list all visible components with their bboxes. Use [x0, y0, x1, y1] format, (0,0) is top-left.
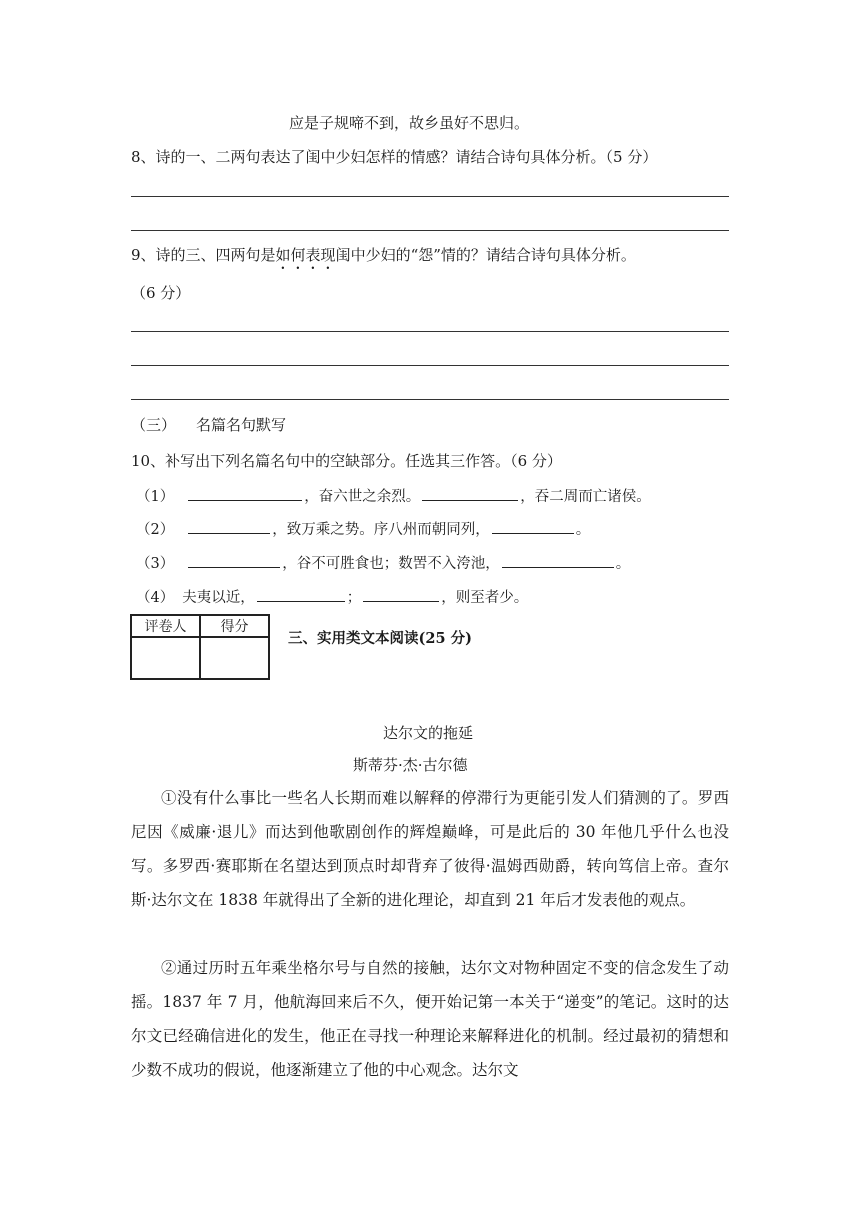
- answer-line: [131, 331, 729, 332]
- blank[interactable]: [363, 587, 439, 602]
- part-heading: 三、实用类文本阅读(25 分): [288, 630, 472, 647]
- article-author: 斯蒂芬·杰·古尔德: [353, 756, 468, 774]
- blank[interactable]: [257, 587, 345, 602]
- answer-line: [131, 230, 729, 231]
- item-text: ，则至者少。: [441, 590, 529, 606]
- item-text: 。: [615, 556, 631, 572]
- section-heading: [131, 414, 286, 435]
- blank[interactable]: [502, 553, 614, 568]
- paragraph-1: ①没有什么事比一些名人长期而难以解释的停滞行为更能引发人们猜测的了。罗西尼因《威廉·退儿》而达到他歌剧创作的辉煌巅峰，可是此后的 30 年他几乎什么也没写。多罗西·赛耶斯在名望达到顶点时却背弃了彼得·温姆西勋爵，转向笃信上帝。查尔斯·达尔文在 1838 年就得出了全新的进化理论，却直到 21 年后才发表他的观点。: [131, 789, 729, 909]
- question-10: 10、补写出下列名篇名句中的空缺部分。任选其三作答。（6 分）: [131, 452, 562, 470]
- answer-line: [131, 365, 729, 366]
- fill-item-4: [136, 586, 528, 607]
- question-8: 8、诗的一、二两句表达了闺中少妇怎样的情感？请结合诗句具体分析。（5 分）: [131, 148, 658, 166]
- fill-item-3: [136, 552, 630, 573]
- blank[interactable]: [188, 553, 280, 568]
- item-number: （4）: [136, 590, 175, 606]
- item-number: （3）: [136, 556, 175, 572]
- article-title: 达尔文的拖延: [383, 724, 474, 742]
- blank[interactable]: [422, 486, 518, 501]
- blank[interactable]: [188, 486, 302, 501]
- score-header: 得分: [200, 615, 269, 637]
- answer-line: [131, 196, 729, 197]
- poem-line: 应是子规啼不到，故乡虽好不思归。: [289, 114, 530, 132]
- item-text: ，致万乘之势。序八州而朝同列，: [272, 522, 490, 538]
- question-9-text-2: 闺中少妇的“怨”情的？请结合诗句具体分析。: [335, 246, 636, 264]
- item-text: 夫夷以近，: [182, 590, 255, 606]
- grader-cell: [131, 637, 200, 679]
- section-title: 名篇名句默写: [196, 416, 287, 434]
- item-number: （2）: [136, 522, 175, 538]
- emphasis-text: 如何表现: [275, 246, 336, 264]
- section-number: （三）: [131, 416, 177, 434]
- question-9-text: 9、诗的三、四两句是: [131, 246, 276, 264]
- item-text: ；: [346, 590, 362, 606]
- fill-item-2: [136, 518, 590, 539]
- score-table: [130, 614, 270, 680]
- grader-header: 评卷人: [131, 615, 200, 637]
- item-text: ，奋六世之余烈。: [304, 489, 421, 505]
- answer-line: [131, 399, 729, 400]
- score-cell: [200, 637, 269, 679]
- blank[interactable]: [492, 519, 574, 534]
- question-9: [131, 244, 636, 273]
- item-text: 。: [575, 522, 591, 538]
- item-number: （1）: [136, 489, 175, 505]
- item-text: ，谷不可胜食也；数罟不入洿池，: [282, 556, 500, 572]
- blank[interactable]: [188, 519, 270, 534]
- question-9-score: （6 分）: [131, 284, 191, 302]
- paragraph-2: ②通过历时五年乘坐格尔号与自然的接触，达尔文对物种固定不变的信念发生了动摇。1837 年 7 月，他航海回来后不久，便开始记第一本关于“递变”的笔记。这时的达尔文已经确信进化的发生，他正在寻找一种理论来解释进化的机制。经过最初的猜想和少数不成功的假说，他逐渐建立了他的中心观念。达尔文: [131, 959, 729, 1079]
- fill-item-1: [136, 485, 651, 506]
- item-text: ，吞二周而亡诸侯。: [520, 489, 651, 505]
